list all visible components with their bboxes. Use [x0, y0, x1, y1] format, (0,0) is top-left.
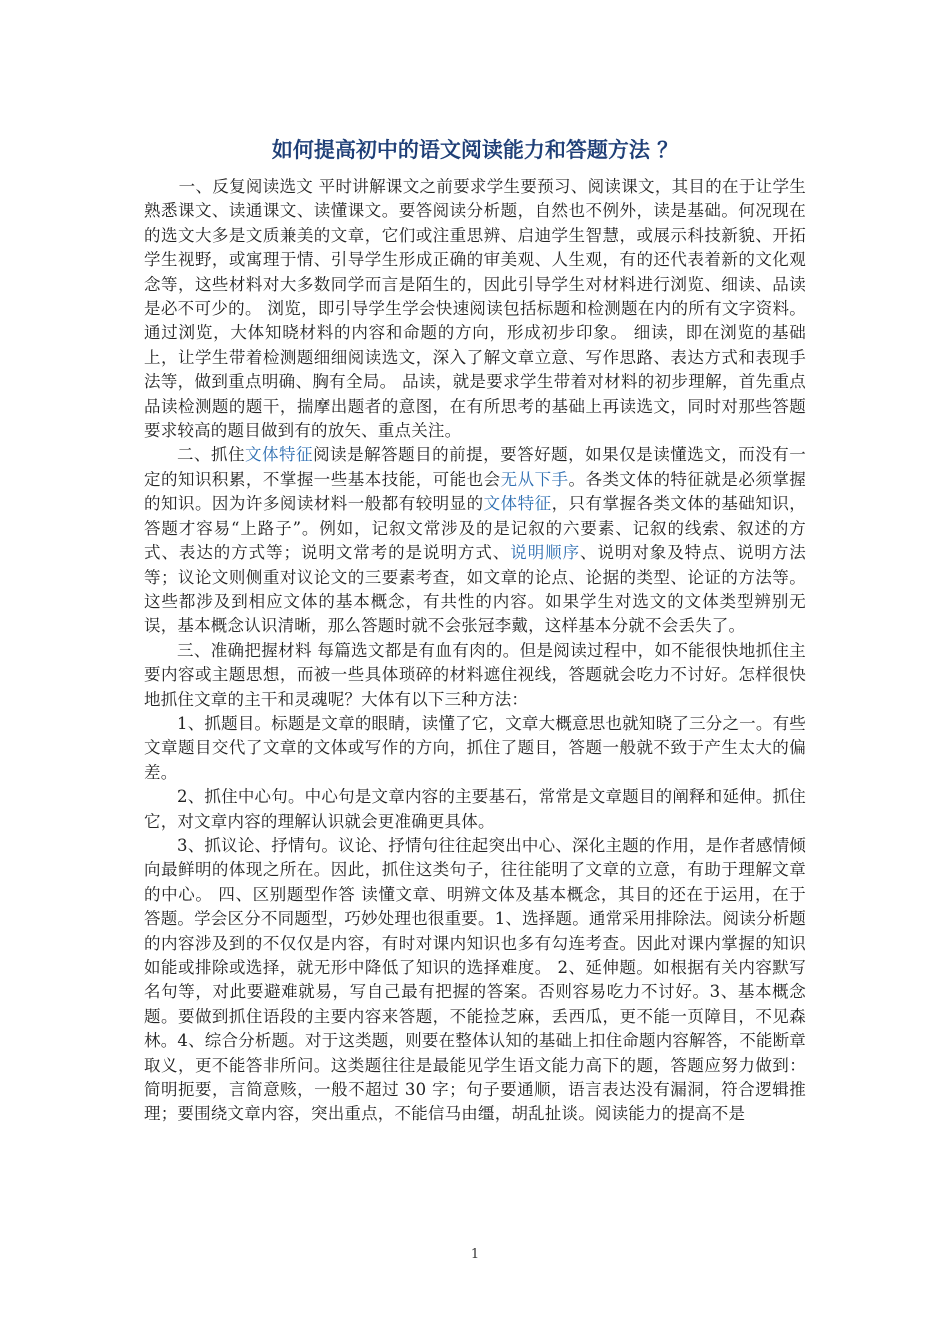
link-wucong-xiashou[interactable]: 无从下手: [500, 469, 569, 489]
paragraph-2-text-c: 。各类文体的特征就是必须掌握的知识。因为许多阅读材料一般都有较明显的: [144, 469, 806, 514]
paragraph-2-text-b: 阅读是解答题目的前提，要答好题，如果仅是读懂选文，而没有一定的知识积累，不掌握一些基本技能，可能也会: [144, 445, 806, 489]
paragraph-3: 三、准确把握材料 每篇选文都是有血有肉的。但是阅读过程中，如不能很快地抓住主要内容或主题思想，而被一些具体琐碎的材料遮住视线，答题就会吃力不讨好。怎样很快地抓住文章的主干和灵魂呢？大体有以下三种方法：: [144, 640, 806, 709]
link-wenti-tezheng[interactable]: 文体特征: [245, 445, 314, 465]
link-shuoming-shunxu[interactable]: 说明顺序: [510, 543, 581, 563]
paragraph-5: 2、抓住中心句。中心句是文章内容的主要基石，常常是文章题目的阐释和延伸。抓住它，对文章内容的理解认识就会更准确更具体。: [144, 787, 806, 831]
document-title: 如何提高初中的语文阅读能力和答题方法 ？: [271, 138, 679, 162]
document-body: [144, 175, 806, 1127]
paragraph-2-text-a: 二、抓住: [177, 445, 246, 465]
paragraph-2-text-e: 、说明对象及特点、说明方法等；议论文则侧重对议论文的三要素考查，如文章的论点、论据的类型、论证的方法等。这些都涉及到相应文体的基本概念，有共性的内容。如果学生对选文的文体类型辨别无误，基本概念认识清晰，那么答题时就不会张冠李戴，这样基本分就不会丢失了。: [144, 543, 806, 636]
paragraph-2-text-d: ，只有掌握各类文体的基础知识，答题才容易“上路子”。例如，记叙文常涉及的是记叙的六要素、记叙的线索、叙述的方式、表达的方式等；说明文常考的是说明方式、: [144, 494, 806, 563]
paragraph-1: 一、反复阅读选文 平时讲解课文之前要求学生要预习、阅读课文，其目的在于让学生熟悉课文、读通课文、读懂课文。要答阅读分析题，自然也不例外，读是基础。何况现在的选文大多是文质兼美的文章，它们或注重思辨、启迪学生智慧，或展示科技新貌、开拓学生视野，或寓理于情、引导学生形成正确的审美观、人生观，有的还代表着新的文化观念等，这些材料对大多数同学而言是陌生的，因此引导学生对材料进行浏览、细读、品读是必不可少的。 浏览，即引导学生学会快速阅读包括标题和检测题在内的所有文字资料。通过浏览，大体知晓材料的内容和命题的方向，形成初步印象。 细读，即在浏览的基础上，让学生带着检测题细细阅读选文，深入了解文章立意、写作思路、表达方式和表现手法等，做到重点明确、胸有全局。 品读，就是要求学生带着对材料的初步理解，首先重点品读检测题的题干，揣摩出题者的意图，在有所思考的基础上再读选文，同时对那些答题要求较高的题目做到有的放矢、重点关注。: [144, 177, 806, 441]
page-number: 1: [470, 1247, 480, 1262]
paragraph-6: 3、抓议论、抒情句。议论、抒情句往往起突出中心、深化主题的作用，是作者感情倾向最鲜明的体现之所在。因此，抓住这类句子，往往能明了文章的立意，有助于理解文章的中心。 四、区别题型作答 读懂文章、明辨文体及基本概念，其目的还在于运用，在于答题。学会区分不同题型，巧妙处理也很重要。1、选择题。通常采用排除法。阅读分析题的内容涉及到的不仅仅是内容，有时对课内知识也多有勾连考查。因此对课内掌握的知识如能或排除或选择，就无形中降低了知识的选择难度。 2、延伸题。如根据有关内容默写名句等，对此要避难就易，写自己最有把握的答案。否则容易吃力不讨好。3、基本概念题。要做到抓住语段的主要内容来答题，不能捡芝麻，丢西瓜，更不能一页障目，不见森林。4、综合分析题。对于这类题，则要在整体认知的基础上扣住命题内容解答，不能断章取义，更不能答非所问。这类题往往是最能见学生语文能力高下的题，答题应努力做到：简明扼要，言简意赅，一般不超过 30 字；句子要通顺，语言表达没有漏洞，符合逻辑推理；要围绕文章内容，突出重点，不能信马由缰，胡乱扯谈。阅读能力的提高不是: [144, 835, 806, 1124]
link-wenti-tezheng-2[interactable]: 文体特征: [483, 494, 552, 514]
paragraph-2: [144, 443, 806, 638]
paragraph-4: 1、抓题目。标题是文章的眼睛，读懂了它，文章大概意思也就知晓了三分之一。有些文章题目交代了文章的文体或写作的方向，抓住了题目，答题一般就不致于产生太大的偏差。: [144, 713, 806, 782]
